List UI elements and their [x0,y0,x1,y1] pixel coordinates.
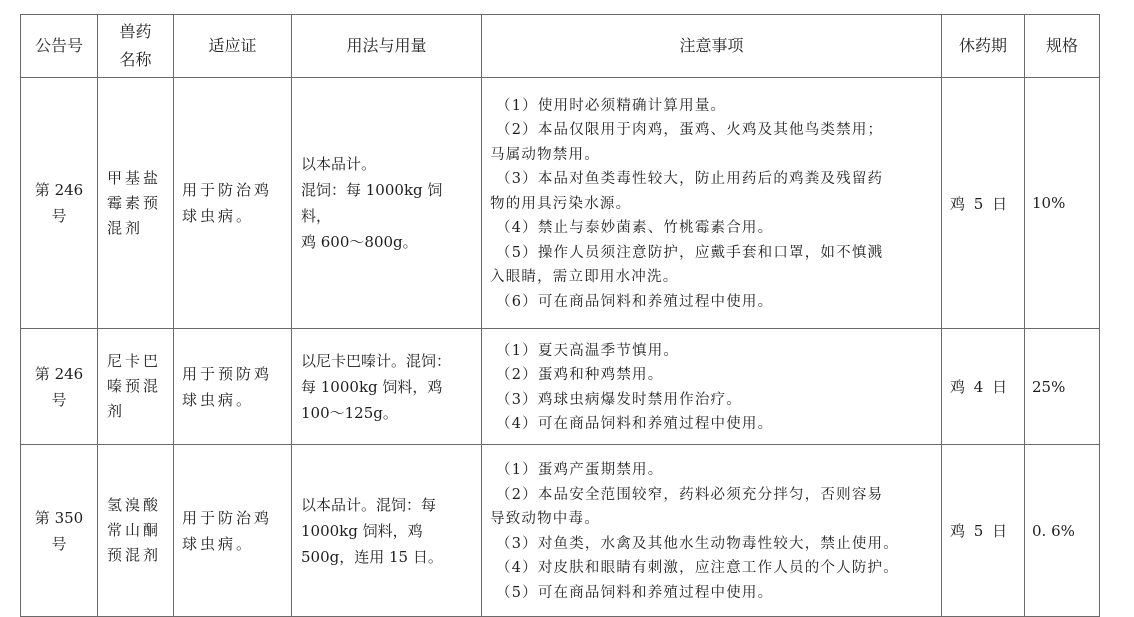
precaution-line: （3）对鱼类，水禽及其他水生动物毒性较大，禁止使用。 [496,535,899,552]
table-row [21,329,1100,445]
cell-dosage [292,329,482,445]
header-drug-name-line2: 名称 [119,50,152,69]
notice-no-line: 第 246 [34,364,84,383]
header-indication: 适应证 [174,15,292,78]
indication-line: 球虫病。 [182,534,255,553]
dosage-line: 100～125g。 [301,403,398,422]
precaution-line: （5）可在商品饲料和养殖过程中使用。 [496,584,774,601]
cell-withdrawal: 鸡 5 日 [942,445,1025,617]
indication-line: 用于防治鸡 [182,508,273,527]
indication-line: 球虫病。 [182,390,255,409]
drug-name-line: 甲基盐 [107,168,162,187]
cell-notice-no [21,329,98,445]
drug-name-line: 剂 [107,402,126,420]
cell-notice-no [21,78,98,329]
dosage-line: 以尼卡巴嗪计。混饲： [301,351,452,370]
table-row [21,78,1100,329]
dosage-line: 每 1000kg 饲料，鸡 [301,377,443,396]
header-spec: 规格 [1025,15,1100,78]
cell-notice-no [21,445,98,617]
dosage-line: 以本品计。 [301,155,377,173]
precaution-line: （1）蛋鸡产蛋期禁用。 [496,462,664,478]
precaution-line: （5）操作人员须注意防护，应戴手套和口罩，如不慎溅 [496,244,884,261]
cell-precautions [482,445,942,617]
header-dosage: 用法与用量 [292,15,482,78]
notice-no-line: 号 [51,207,67,225]
indication-line: 用于预防鸡 [182,364,273,383]
cell-indication [174,445,292,617]
precaution-line: （2）蛋鸡和种鸡禁用。 [496,367,664,383]
cell-indication [174,329,292,445]
drug-name-line: 尼卡巴 [107,352,162,370]
precaution-line: （4）可在商品饲料和养殖过程中使用。 [496,416,774,432]
dosage-line: 混饲：每 1000kg 饲 [301,181,443,199]
notice-no-line: 第 246 [34,181,84,199]
dosage-line: 500g，连用 15 日。 [301,547,443,566]
cell-dosage [292,445,482,617]
precaution-line: （2）本品安全范围较窄，药料必须充分拌匀，否则容易 [496,486,884,503]
drug-name-line: 霉素预 [107,193,162,212]
precaution-line: （4）对皮肤和眼睛有刺激，应注意工作人员的个人防护。 [496,560,899,576]
cell-drug-name [98,445,174,617]
cell-withdrawal: 鸡 4 日 [942,329,1025,445]
table-header-row [21,15,1100,78]
cell-spec: 10% [1025,78,1100,329]
header-withdrawal: 休药期 [942,15,1025,78]
cell-precautions [482,78,942,329]
precaution-line: （1）使用时必须精确计算用量。 [496,97,727,114]
drug-name-line: 混剂 [107,218,144,237]
precaution-line: 导致动物中毒。 [490,511,600,527]
precaution-line: 马属动物禁用。 [490,146,600,163]
dosage-line: 鸡 600～800g。 [301,233,418,251]
cell-precautions [482,329,942,445]
table-row [21,445,1100,617]
drug-name-line: 氢溴酸 [107,496,162,514]
header-precautions: 注意事项 [482,15,942,78]
precaution-line: （6）可在商品饲料和养殖过程中使用。 [496,293,774,310]
cell-indication [174,78,292,329]
precaution-line: （2）本品仅限用于肉鸡，蛋鸡、火鸡及其他鸟类禁用； [496,122,884,139]
cell-dosage [292,78,482,329]
header-drug-name [98,15,174,78]
precaution-line: 入眼睛，需立即用水冲洗。 [490,269,679,286]
precaution-line: （4）禁止与泰妙菌素、竹桃霉素合用。 [496,220,774,237]
veterinary-drug-table [20,14,1100,617]
cell-drug-name [98,78,174,329]
precaution-line: 物的用具污染水源。 [490,195,632,212]
precaution-line: （1）夏天高温季节慎用。 [496,342,680,359]
indication-line: 用于防治鸡 [182,181,273,199]
header-notice-no: 公告号 [21,15,98,78]
notice-no-line: 号 [51,390,67,409]
precaution-line: （3）鸡球虫病爆发时禁用作治疗。 [496,391,742,408]
drug-name-line: 嗪预混 [107,377,162,395]
dosage-line: 料， [301,207,332,225]
cell-spec: 25% [1025,329,1100,445]
notice-no-line: 号 [51,534,67,553]
cell-drug-name [98,329,174,445]
header-drug-name-line1: 兽药 [119,22,152,41]
drug-name-line: 预混剂 [107,546,162,564]
cell-withdrawal: 鸡 5 日 [942,78,1025,329]
dosage-line: 1000kg 饲料，鸡 [301,521,423,540]
notice-no-line: 第 350 [34,508,84,527]
indication-line: 球虫病。 [182,207,255,225]
cell-spec: 0. 6% [1025,445,1100,617]
precaution-line: （3）本品对鱼类毒性较大，防止用药后的鸡粪及残留药 [496,171,884,188]
drug-name-line: 常山酮 [107,521,162,539]
dosage-line: 以本品计。混饲：每 [301,495,437,514]
